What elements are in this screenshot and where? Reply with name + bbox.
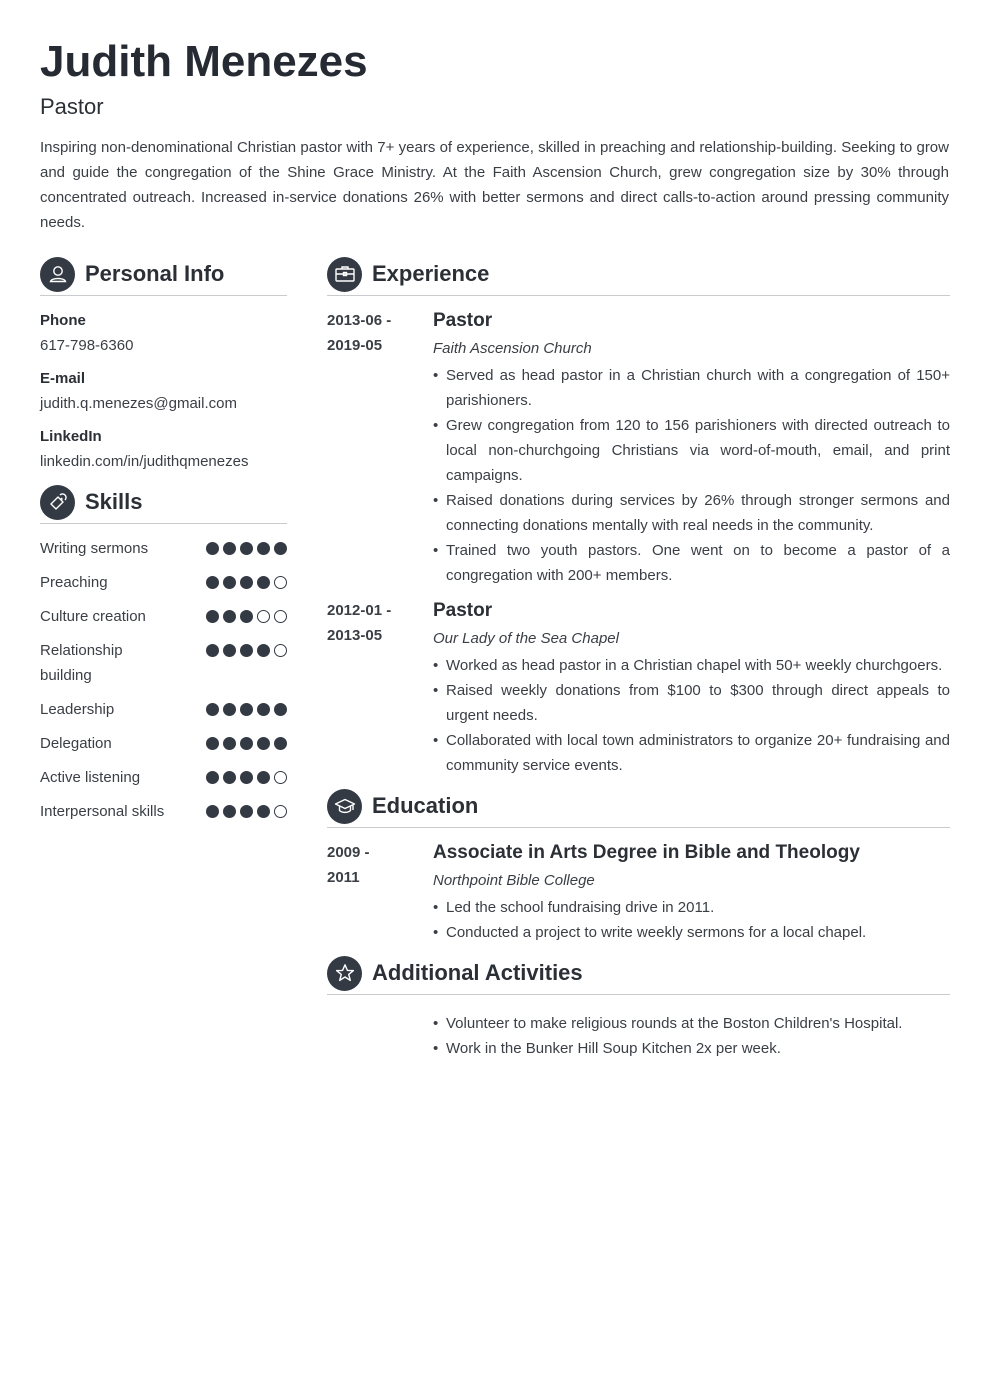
date-start: 2012-01 -: [327, 602, 392, 619]
rating-dot-filled: [240, 703, 253, 716]
rating-dot-filled: [206, 576, 219, 589]
bullet-list: [433, 895, 950, 945]
skill-row: [40, 570, 287, 595]
entry-date: [327, 598, 433, 778]
rating-dot-filled: [240, 771, 253, 784]
bullet-item: • Conducted a project to write weekly sermons for a local chapel.: [433, 920, 950, 945]
activities-header: [327, 955, 950, 995]
rating-dot-filled: [240, 644, 253, 657]
skill-name: Culture creation: [40, 608, 146, 625]
rating-dot-filled: [206, 610, 219, 623]
rating-dot-empty: [274, 771, 287, 784]
rating-dot-filled: [240, 737, 253, 750]
right-column: [327, 256, 950, 1071]
rating-dot-filled: [257, 737, 270, 750]
rating-dot-filled: [240, 610, 253, 623]
linkedin-label: LinkedIn: [40, 428, 102, 445]
experience-header: [327, 256, 950, 296]
skill-name: Delegation: [40, 735, 112, 752]
experience-entry: [327, 598, 950, 778]
bullet-item: • Grew congregation from 120 to 156 parishioners with directed outreach to local non-churchgoing Christians via word-of-mouth, email, and print campaigns.: [433, 413, 950, 488]
person-icon: [40, 257, 75, 292]
skill-row: [40, 799, 287, 824]
rating-dot-filled: [223, 737, 236, 750]
rating-dot-empty: [274, 644, 287, 657]
rating-dot-filled: [223, 805, 236, 818]
rating-dot-filled: [257, 771, 270, 784]
star-icon: [327, 956, 362, 991]
education-heading: Education: [372, 793, 479, 818]
rating-dot-filled: [257, 644, 270, 657]
phone-label: Phone: [40, 312, 86, 329]
skills-heading: Skills: [85, 489, 143, 514]
bullet-list: [433, 653, 950, 778]
linkedin-value: linkedin.com/in/judithqmenezes: [40, 453, 249, 470]
rating-dot-empty: [257, 610, 270, 623]
skill-row: [40, 638, 287, 688]
skill-name: Interpersonal skills: [40, 803, 165, 820]
entry-body: [433, 1007, 950, 1061]
skill-row: [40, 604, 287, 629]
entry-org: Northpoint Bible College: [433, 872, 595, 889]
entry-title: Pastor: [433, 600, 493, 621]
rating-dot-filled: [223, 771, 236, 784]
activities-heading: Additional Activities: [372, 960, 583, 985]
education-header: [327, 788, 950, 828]
bullet-item: • Led the school fundraising drive in 2011.: [433, 895, 950, 920]
skill-rating: [206, 805, 287, 818]
activities-entry: [327, 1007, 950, 1061]
entry-title: Pastor: [433, 310, 493, 331]
experience-entry: [327, 308, 950, 588]
rating-dot-empty: [274, 805, 287, 818]
experience-heading: Experience: [372, 261, 490, 286]
skill-rating: [206, 771, 287, 784]
briefcase-icon: [327, 257, 362, 292]
job-title: Pastor: [40, 94, 104, 119]
rating-dot-filled: [206, 542, 219, 555]
phone-item: [40, 308, 287, 358]
rating-dot-filled: [274, 542, 287, 555]
rating-dot-filled: [206, 771, 219, 784]
skill-rating: [206, 576, 287, 589]
education-entry: [327, 840, 950, 945]
bullet-item: • Trained two youth pastors. One went on to become a pastor of a congregation with 200+ members.: [433, 538, 950, 588]
date-end: 2019-05: [327, 337, 383, 354]
rating-dot-filled: [206, 737, 219, 750]
rating-dot-filled: [240, 805, 253, 818]
skill-row: [40, 731, 287, 756]
entry-date: [327, 840, 433, 945]
rating-dot-filled: [223, 576, 236, 589]
skill-name: Preaching: [40, 574, 108, 591]
skill-name: Leadership: [40, 701, 115, 718]
rating-dot-filled: [223, 542, 236, 555]
skill-row: [40, 765, 287, 790]
rating-dot-filled: [257, 805, 270, 818]
date-start: 2009 -: [327, 844, 370, 861]
rating-dot-filled: [274, 703, 287, 716]
bullet-item: • Volunteer to make religious rounds at the Boston Children's Hospital.: [433, 1011, 950, 1036]
skills-list: [40, 536, 287, 824]
skill-rating: [206, 610, 287, 623]
email-item: [40, 366, 287, 416]
skill-name: Writing sermons: [40, 540, 149, 557]
entry-date: [327, 308, 433, 588]
personal-info-heading: Personal Info: [85, 261, 225, 286]
personal-info-header: [40, 256, 287, 296]
rating-dot-filled: [257, 703, 270, 716]
entry-org: Faith Ascension Church: [433, 340, 592, 357]
candidate-name: Judith Menezes: [40, 37, 368, 86]
bullet-item: • Collaborated with local town administrators to organize 20+ fundraising and community service events.: [433, 728, 950, 778]
email-value: judith.q.menezes@gmail.com: [40, 395, 237, 412]
phone-value: 617-798-6360: [40, 337, 134, 354]
skills-header: [40, 484, 287, 524]
entry-date-empty: [327, 1007, 433, 1061]
bullet-list: [433, 363, 950, 588]
skill-name: Relationship building: [40, 642, 123, 684]
rating-dot-filled: [206, 805, 219, 818]
rating-dot-filled: [223, 644, 236, 657]
date-end: 2013-05: [327, 627, 383, 644]
date-end: 2011: [327, 869, 360, 886]
rating-dot-filled: [223, 703, 236, 716]
skill-rating: [206, 542, 287, 555]
skill-row: [40, 697, 287, 722]
skill-name: Active listening: [40, 769, 141, 786]
rating-dot-filled: [206, 703, 219, 716]
rating-dot-filled: [257, 542, 270, 555]
linkedin-item: [40, 424, 287, 474]
entry-body: [433, 598, 950, 778]
rating-dot-filled: [274, 737, 287, 750]
tools-icon: [40, 485, 75, 520]
bullet-item: • Work in the Bunker Hill Soup Kitchen 2x per week.: [433, 1036, 950, 1061]
skill-rating: [206, 644, 287, 657]
entry-title: Associate in Arts Degree in Bible and Theology: [433, 842, 860, 863]
rating-dot-filled: [206, 644, 219, 657]
rating-dot-empty: [274, 610, 287, 623]
email-label: E-mail: [40, 370, 86, 387]
summary: Inspiring non-denominational Christian pastor with 7+ years of experience, skilled in preaching and relationship-building. Seeking to grow and guide the congregation of the Shine Grace Ministry. At the Faith Ascension Church, grew congregation size by 30% through concentrated outreach. Increased in-service donations 26% with better sermons and direct calls-to-action around pressing community needs.: [40, 139, 949, 231]
graduation-cap-icon: [327, 789, 362, 824]
personal-info-list: [40, 308, 287, 474]
bullet-item: • Raised weekly donations from $100 to $300 through direct appeals to urgent needs.: [433, 678, 950, 728]
left-column: [40, 256, 287, 833]
rating-dot-filled: [223, 610, 236, 623]
bullet-item: • Worked as head pastor in a Christian chapel with 50+ weekly churchgoers.: [433, 653, 950, 678]
skill-rating: [206, 703, 287, 716]
bullet-item: • Served as head pastor in a Christian church with a congregation of 150+ parishioners.: [433, 363, 950, 413]
skill-row: [40, 536, 287, 561]
rating-dot-filled: [257, 576, 270, 589]
rating-dot-filled: [240, 542, 253, 555]
entry-body: [433, 308, 950, 588]
entry-org: Our Lady of the Sea Chapel: [433, 630, 619, 647]
skill-rating: [206, 737, 287, 750]
bullet-list: [433, 1011, 950, 1061]
entry-body: [433, 840, 950, 945]
bullet-item: • Raised donations during services by 26% through stronger sermons and connecting donations mentally with real needs in the community.: [433, 488, 950, 538]
date-start: 2013-06 -: [327, 312, 392, 329]
rating-dot-filled: [240, 576, 253, 589]
rating-dot-empty: [274, 576, 287, 589]
